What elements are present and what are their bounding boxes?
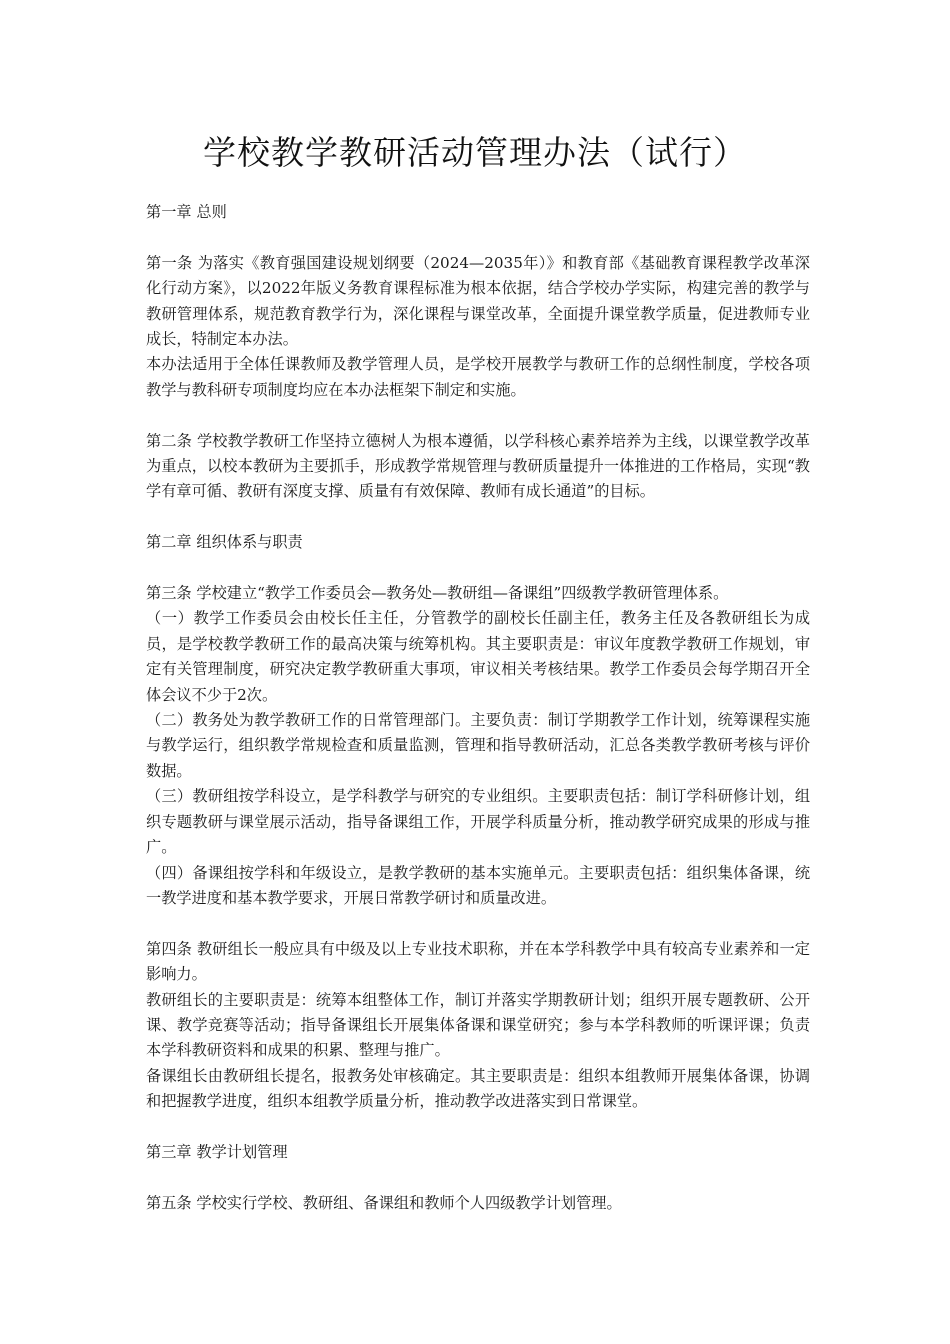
paragraph: 教研组长的主要职责是：统筹本组整体工作，制订并落实学期教研计划；组织开展专题教研、公开课、教学竞赛等活动；指导备课组长开展集体备课和课堂研究；参与本学科教师的听课评课；负责本学科教研资料和成果的积累、整理与推广。: [146, 990, 810, 1060]
paragraph-spacer: [146, 225, 810, 250]
chapter-heading: 第二章 组织体系与职责: [146, 533, 303, 552]
chapter-heading: 第一章 总则: [146, 203, 227, 221]
paragraph-spacer: [146, 1115, 810, 1140]
paragraph: 备课组长由教研组长提名，报教务处审核确定。其主要职责是：组织本组教师开展集体备课，协调和把握教学进度，组织本组教学质量分析，推动教学改进落实到日常课堂。: [146, 1066, 810, 1111]
paragraph-spacer: [146, 1165, 810, 1190]
paragraph: （二）教务处为教学教研工作的日常管理部门。主要负责：制订学期教学工作计划，统筹课程实施与教学运行，组织教学常规检查和质量监测，管理和指导教研活动，汇总各类教学教研考核与评价数据。: [146, 711, 810, 780]
document-body: [146, 200, 810, 1216]
paragraph-spacer: [146, 403, 810, 428]
paragraph-spacer: [146, 505, 810, 530]
chapter-heading: 第三章 教学计划管理: [146, 1142, 288, 1161]
paragraph: （三）教研组按学科设立，是学科教学与研究的专业组织。主要职责包括：制订学科研修计划，组织专题教研与课堂展示活动，指导备课组工作，开展学科质量分析，推动教学研究成果的形成与推广。: [146, 787, 810, 857]
paragraph: （四）备课组按学科和年级设立，是教学教研的基本实施单元。主要职责包括：组织集体备课，统一教学进度和基本教学要求，开展日常教学研讨和质量改进。: [146, 863, 810, 907]
paragraph: 第二条 学校教学教研工作坚持立德树人为根本遵循，以学科核心素养培养为主线，以课堂教学改革为重点，以校本教研为主要抓手，形成教学常规管理与教研质量提升一体推进的工作格局，实现“教学有章可循、教研有深度支撑、质量有有效保障、教师有成长通道”的目标。: [146, 431, 810, 501]
paragraph: （一）教学工作委员会由校长任主任，分管教学的副校长任副主任，教务主任及各教研组长为成员，是学校教学教研工作的最高决策与统筹机构。其主要职责是：审议年度教学教研工作规划，审定有关管理制度，研究决定教学教研重大事项，审议相关考核结果。教学工作委员会每学期召开全体会议不少于2次。: [146, 609, 810, 704]
paragraph: 本办法适用于全体任课教师及教学管理人员，是学校开展教学与教研工作的总纲性制度，学校各项教学与教科研专项制度均应在本办法框架下制定和实施。: [146, 355, 810, 399]
paragraph: 第四条 教研组长一般应具有中级及以上专业技术职称，并在本学科教学中具有较高专业素养和一定影响力。: [146, 939, 810, 984]
paragraph: 第五条 学校实行学校、教研组、备课组和教师个人四级教学计划管理。: [146, 1193, 622, 1212]
paragraph-spacer: [146, 556, 810, 581]
paragraph-spacer: [146, 911, 810, 936]
paragraph: 第三条 学校建立“教学工作委员会—教务处—教研组—备课组”四级教学教研管理体系。: [146, 584, 729, 603]
document-title: 学校教学教研活动管理办法（试行）: [203, 133, 747, 172]
paragraph: 第一条 为落实《教育强国建设规划纲要（2024—2035年）》和教育部《基础教育课程教学改革深化行动方案》，以2022年版义务教育课程标准为根本依据，结合学校办学实际，构建完善的教学与教研管理体系，规范教育教学行为，深化课程与课堂改革，全面提升课堂教学质量，促进教师专业成长，特制定本办法。: [146, 253, 810, 349]
